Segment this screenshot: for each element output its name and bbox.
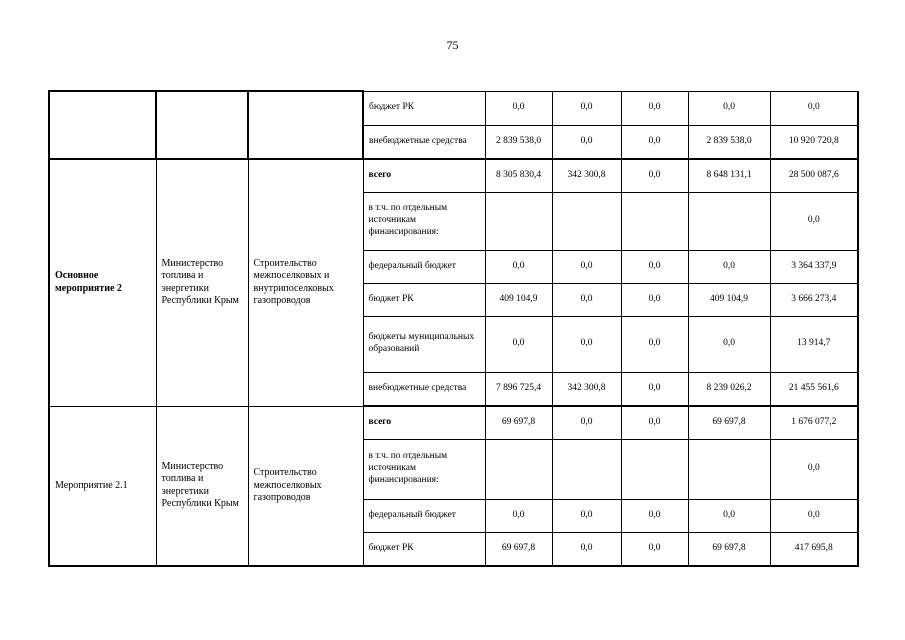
- value-cell: 13 914,7: [770, 316, 858, 372]
- value-cell: 3 364 337,9: [770, 250, 858, 283]
- value-cell: 69 697,8: [688, 532, 770, 566]
- value-cell: 0,0: [552, 316, 621, 372]
- funding-table: [48, 90, 859, 567]
- value-cell: 0,0: [770, 499, 858, 532]
- value-cell: 0,0: [621, 406, 688, 439]
- empty-description-cell: [248, 91, 363, 159]
- funding-source: бюджет РК: [363, 532, 485, 566]
- value-cell: 69 697,8: [485, 406, 552, 439]
- funding-source: внебюджетные средства: [363, 372, 485, 406]
- funding-source: в т.ч. по отдельным источникам финансирования:: [363, 439, 485, 499]
- table-row: [49, 406, 858, 439]
- value-cell: 0,0: [621, 250, 688, 283]
- value-cell: 0,0: [770, 439, 858, 499]
- value-cell: 69 697,8: [485, 532, 552, 566]
- table-row: [49, 91, 858, 125]
- value-cell: 0,0: [552, 283, 621, 316]
- funding-source: бюджет РК: [363, 91, 485, 125]
- value-cell: 417 695,8: [770, 532, 858, 566]
- funding-source: федеральный бюджет: [363, 250, 485, 283]
- value-cell: 0,0: [621, 159, 688, 192]
- value-cell: 0,0: [552, 532, 621, 566]
- value-cell: [485, 192, 552, 250]
- value-cell: 0,0: [770, 91, 858, 125]
- empty-title-cell: [49, 91, 156, 159]
- value-cell: 0,0: [688, 91, 770, 125]
- value-cell: [688, 439, 770, 499]
- value-cell: 28 500 087,6: [770, 159, 858, 192]
- value-cell: 0,0: [621, 532, 688, 566]
- activity-description: Строительство межпоселковых газопроводов: [248, 406, 363, 566]
- value-cell: 0,0: [621, 372, 688, 406]
- value-cell: 8 648 131,1: [688, 159, 770, 192]
- funding-source: внебюджетные средства: [363, 125, 485, 159]
- value-cell: 0,0: [485, 316, 552, 372]
- executor-name: Министерство топлива и энергетики Республики Крым: [156, 406, 248, 566]
- activity-description: Строительство межпоселковых и внутрипоселковых газопроводов: [248, 159, 363, 406]
- value-cell: 0,0: [688, 250, 770, 283]
- value-cell: [621, 192, 688, 250]
- value-cell: 0,0: [621, 316, 688, 372]
- value-cell: 0,0: [621, 91, 688, 125]
- funding-source: бюджеты муниципальных образований: [363, 316, 485, 372]
- funding-source: в т.ч. по отдельным источникам финансирования:: [363, 192, 485, 250]
- executor-name: Министерство топлива и энергетики Республики Крым: [156, 159, 248, 406]
- value-cell: 0,0: [621, 499, 688, 532]
- funding-source: бюджет РК: [363, 283, 485, 316]
- value-cell: 0,0: [485, 91, 552, 125]
- value-cell: 2 839 538,0: [688, 125, 770, 159]
- value-cell: 0,0: [485, 250, 552, 283]
- value-cell: 342 300,8: [552, 159, 621, 192]
- value-cell: 8 239 026,2: [688, 372, 770, 406]
- value-cell: [552, 192, 621, 250]
- value-cell: 1 676 077,2: [770, 406, 858, 439]
- activity-title: Основное мероприятие 2: [49, 159, 156, 406]
- funding-source: всего: [363, 159, 485, 192]
- value-cell: 8 305 830,4: [485, 159, 552, 192]
- value-cell: [621, 439, 688, 499]
- value-cell: 0,0: [621, 283, 688, 316]
- value-cell: 0,0: [552, 406, 621, 439]
- value-cell: 409 104,9: [485, 283, 552, 316]
- value-cell: 69 697,8: [688, 406, 770, 439]
- value-cell: [688, 192, 770, 250]
- value-cell: 0,0: [688, 316, 770, 372]
- value-cell: 342 300,8: [552, 372, 621, 406]
- value-cell: [552, 439, 621, 499]
- value-cell: 0,0: [688, 499, 770, 532]
- funding-source: всего: [363, 406, 485, 439]
- value-cell: [485, 439, 552, 499]
- value-cell: 409 104,9: [688, 283, 770, 316]
- value-cell: 7 896 725,4: [485, 372, 552, 406]
- page-number: 75: [446, 38, 459, 52]
- value-cell: 10 920 720,8: [770, 125, 858, 159]
- value-cell: 2 839 538,0: [485, 125, 552, 159]
- value-cell: 0,0: [552, 250, 621, 283]
- value-cell: 0,0: [485, 499, 552, 532]
- value-cell: 0,0: [621, 125, 688, 159]
- value-cell: 0,0: [770, 192, 858, 250]
- value-cell: 0,0: [552, 125, 621, 159]
- value-cell: 0,0: [552, 91, 621, 125]
- empty-executor-cell: [156, 91, 248, 159]
- table-row: [49, 159, 858, 192]
- value-cell: 21 455 561,6: [770, 372, 858, 406]
- value-cell: 3 666 273,4: [770, 283, 858, 316]
- funding-source: федеральный бюджет: [363, 499, 485, 532]
- activity-title: Мероприятие 2.1: [49, 406, 156, 566]
- value-cell: 0,0: [552, 499, 621, 532]
